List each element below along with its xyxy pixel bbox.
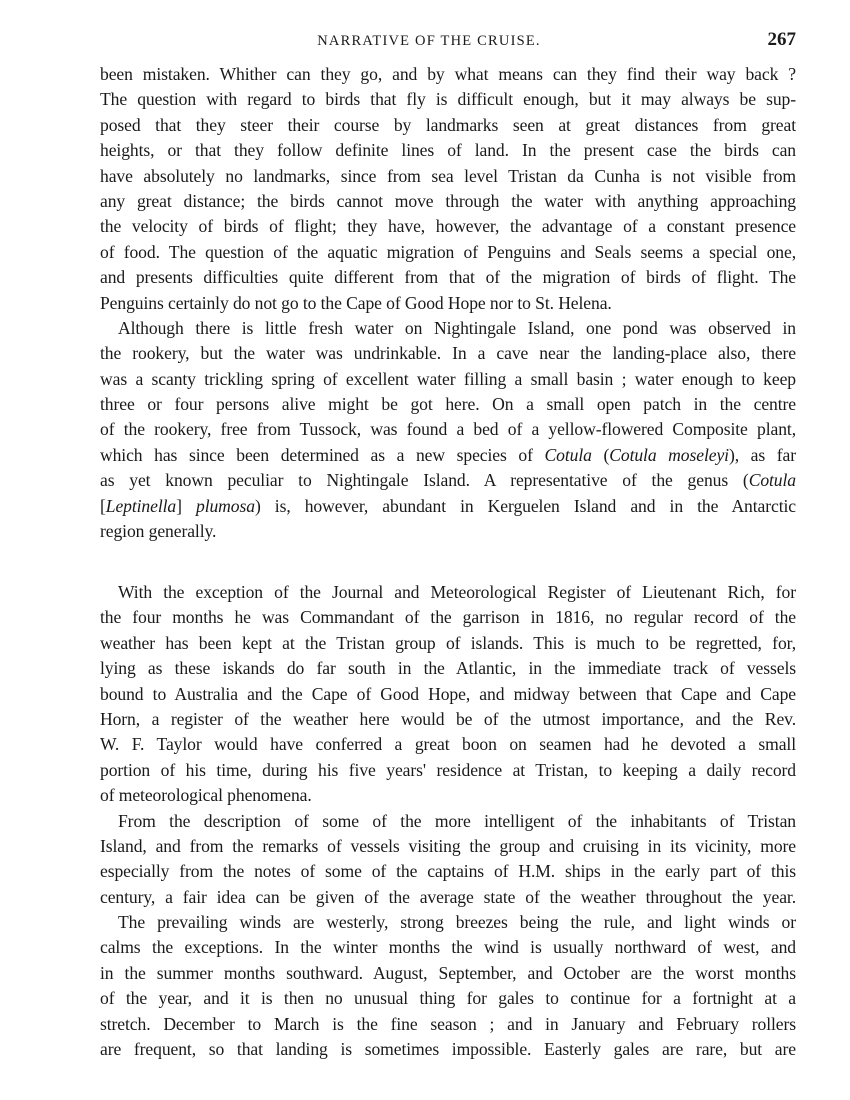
text-line (100, 468, 796, 493)
text-line (100, 87, 796, 112)
text-run: weather has been kept at the Tristan group of islands. This is much to be regretted, for, (100, 632, 796, 653)
text-run: stretch. December to March is the fine season ; and in January and February rollers (100, 1013, 796, 1034)
text-run: are frequent, so that landing is sometimes impossible. Easterly gales are rare, but are (100, 1039, 796, 1060)
italic-text: Cotula (544, 444, 592, 465)
text-run: portion of his time, during his five years' residence at Tristan, to keeping a daily record (100, 759, 796, 780)
text-line (100, 605, 796, 630)
text-line (100, 1037, 796, 1062)
text-line (100, 631, 796, 656)
section-nightingale-island (100, 62, 796, 544)
text-line (100, 656, 796, 681)
text-run: the velocity of birds of flight; they have, however, the advantage of a constant presence (100, 216, 796, 237)
text-run: in the summer months southward. August, September, and October are the worst months (100, 962, 796, 983)
text-line (100, 138, 796, 163)
text-line (100, 443, 796, 468)
text-run: The prevailing winds are westerly, strong breezes being the rule, and light winds or (118, 912, 796, 933)
text-line (100, 316, 796, 341)
text-run: ), as far (728, 444, 796, 465)
text-run: region generally. (100, 521, 217, 542)
text-line (100, 341, 796, 366)
text-line (100, 580, 796, 605)
text-run: of the rookery, free from Tussock, was found a bed of a yellow-flowered Composite plant, (100, 419, 796, 440)
text-line (100, 62, 796, 87)
text-line (100, 189, 796, 214)
text-line (100, 910, 796, 935)
text-line (100, 494, 796, 519)
italic-text: Cotula moseleyi (609, 444, 729, 465)
text-line (100, 417, 796, 442)
text-run: The question with regard to birds that fly is difficult enough, but it may always be sup- (100, 89, 796, 110)
running-head (0, 30, 850, 52)
text-line (100, 834, 796, 859)
text-run: ( (591, 444, 610, 465)
text-run: Penguins certainly do not go to the Cape of Good Hope nor to St. Helena. (100, 292, 612, 313)
text-run: lying as these iskands do far south in the Atlantic, in the immediate track of vessels (100, 658, 796, 679)
italic-text: Leptinella (105, 495, 177, 516)
text-line (100, 885, 796, 910)
text-line (100, 707, 796, 732)
italic-text: plumosa (196, 495, 255, 516)
text-run: have absolutely no landmarks, since from sea level Tristan da Cunha is not visible from (100, 165, 796, 186)
text-line (100, 1012, 796, 1037)
text-line (100, 113, 796, 138)
text-run: and presents difficulties quite different from that of the migration of birds of flight. The (100, 267, 796, 288)
text-run: heights, or that they follow definite lines of land. In the present case the birds can (100, 140, 796, 161)
text-run: was a scanty trickling spring of excellent water filling a small basin ; water enough to keep (100, 368, 796, 389)
text-run: of the year, and it is then no unusual thing for gales to continue for a fortnight at a (100, 988, 796, 1009)
text-line (100, 961, 796, 986)
text-run: the four months he was Commandant of the garrison in 1816, no regular record of the (100, 607, 796, 628)
text-line (100, 265, 796, 290)
text-line (100, 392, 796, 417)
text-line (100, 783, 796, 808)
text-run: [ (100, 495, 106, 516)
text-run: bound to Australia and the Cape of Good Hope, and midway between that Cape and Cape (100, 683, 796, 704)
text-line (100, 986, 796, 1011)
text-run: of food. The question of the aquatic migration of Penguins and Seals seems a special one, (100, 241, 796, 262)
text-run: posed that they steer their course by landmarks seen at great distances from great (100, 114, 796, 135)
text-run: Although there is little fresh water on Nightingale Island, one pond was observed in (118, 317, 796, 338)
text-run: especially from the notes of some of the captains of H.M. ships in the early part of this (100, 861, 796, 882)
text-line (100, 367, 796, 392)
text-run: With the exception of the Journal and Meteorological Register of Lieutenant Rich, for (118, 582, 796, 602)
text-line (100, 519, 796, 544)
text-run: three or four persons alive might be got here. On a small open patch in the centre (100, 394, 796, 415)
text-line (100, 809, 796, 834)
page-number: 267 (767, 29, 796, 50)
italic-text: Cotula (748, 470, 796, 491)
text-line (100, 758, 796, 783)
text-run: W. F. Taylor would have conferred a great boon on seamen had he devoted a small (100, 734, 796, 755)
text-run: Horn, a register of the weather here would be of the utmost importance, and the Rev. (100, 708, 796, 729)
text-line (100, 682, 796, 707)
text-run: ) is, however, abundant in Kerguelen Island and in the Antarctic (254, 495, 796, 516)
text-run: Island, and from the remarks of vessels visiting the group and cruising in its vicinity, more (100, 835, 796, 856)
running-head-title: NARRATIVE OF THE CRUISE. (317, 33, 541, 49)
text-run: the rookery, but the water was undrinkable. In a cave near the landing-place also, there (100, 343, 796, 364)
text-line (100, 935, 796, 960)
section-weather (100, 580, 796, 1062)
text-line (100, 291, 796, 316)
text-line (100, 732, 796, 757)
text-line (100, 214, 796, 239)
text-run: any great distance; the birds cannot move through the water with anything approaching (100, 190, 796, 211)
text-run: as yet known peculiar to Nightingale Island. A representative of the genus ( (100, 470, 749, 491)
text-run: century, a fair idea can be given of the average state of the weather throughout the year. (100, 886, 796, 907)
text-run: ] (176, 495, 196, 516)
text-line (100, 164, 796, 189)
text-run: calms the exceptions. In the winter months the wind is usually northward of west, and (100, 937, 796, 958)
text-run: which has since been determined as a new species of (100, 444, 545, 465)
text-line (100, 859, 796, 884)
text-run: been mistaken. Whither can they go, and by what means can they find their way back ? (100, 64, 796, 84)
text-run: From the description of some of the more intelligent of the inhabitants of Tristan (118, 810, 796, 831)
text-line (100, 240, 796, 265)
text-run: of meteorological phenomena. (100, 785, 312, 806)
